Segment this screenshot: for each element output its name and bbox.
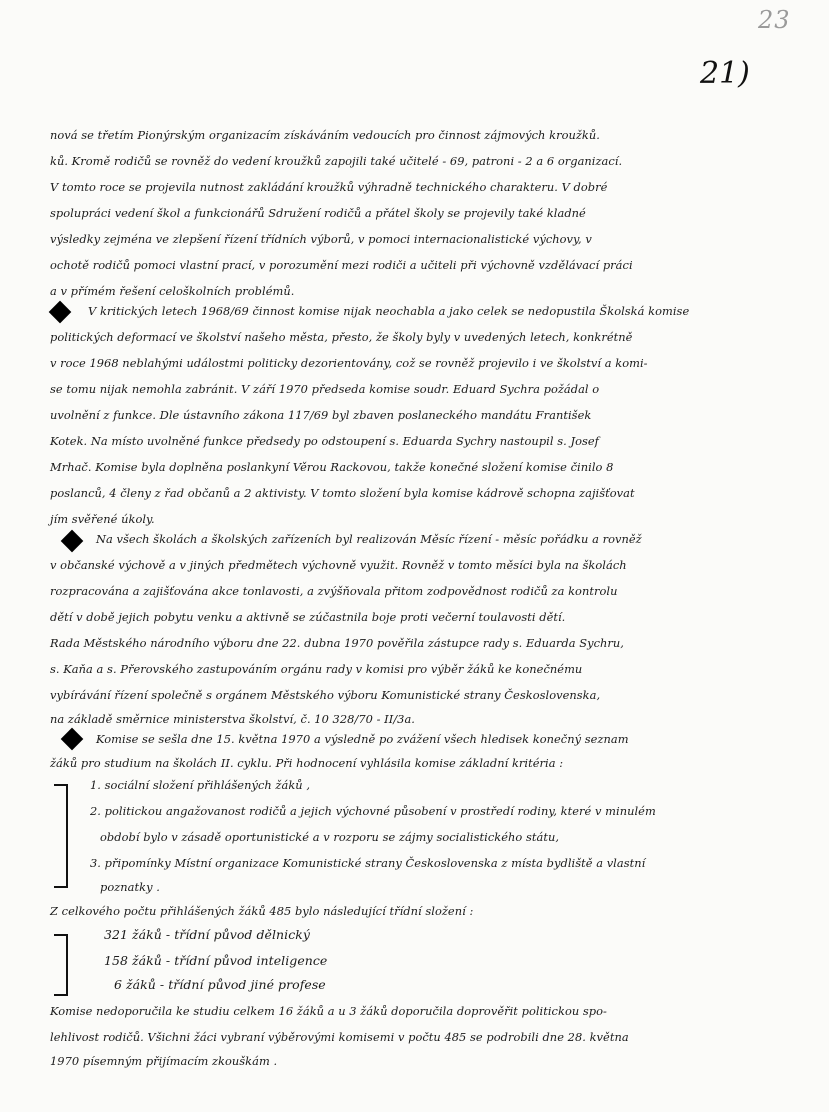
criteria-item: 1. sociální složení přihlášených žáků , <box>90 778 311 792</box>
text-line: Rada Městského národního výboru dne 22. dubna 1970 pověřila zástupce rady s. Eduarda Sychru, <box>50 636 624 650</box>
text-line: v roce 1968 neblahými událostmi politicky dezorientovány, což se rovněž projevilo i ve školství a komi- <box>50 356 648 370</box>
text-line: dětí v době jejich pobytu venku a aktivně se zúčastnila boje proti večerní toulavosti dětí. <box>50 610 566 624</box>
text-line: se tomu nijak nemohla zabránit. V září 1970 předseda komise soudr. Eduard Sychra požádal o <box>50 382 600 396</box>
criteria-item: poznatky . <box>100 880 160 894</box>
text-line: nová se třetím Pionýrským organizacím získáváním vedoucích pro činnost zájmových kroužků. <box>50 128 600 142</box>
bullet-diamond-icon <box>61 728 84 751</box>
text-line: uvolnění z funkce. Dle ústavního zákona 117/69 byl zbaven poslaneckého mandátu František <box>50 408 592 422</box>
text-line: na základě směrnice ministerstva školství, č. 10 328/70 - II/3a. <box>50 712 415 726</box>
criteria-item: 2. politickou angažovanost rodičů a jejich výchovné působení v prostředí rodiny, které v minulém <box>90 804 656 818</box>
text-line: žáků pro studium na školách II. cyklu. Při hodnocení vyhlásila komise základní kritéria : <box>50 756 564 770</box>
criteria-item: 3. připomínky Místní organizace Komunistické strany Československa z místa bydliště a vlastní <box>90 856 646 870</box>
text-line: ků. Kromě rodičů se rovněž do vedení kroužků zapojili také učitelé - 69, patroni - 2 a 6 organizací. <box>50 154 623 168</box>
text-line: Kotek. Na místo uvolněné funkce předsedy po odstoupení s. Eduarda Sychry nastoupil s. Josef <box>50 434 599 448</box>
text-line: lehlivost rodičů. Všichni žáci vybraní výběrovými komisemi v počtu 485 se podrobili dne 28. května <box>50 1030 629 1044</box>
text-line: Komise nedoporučila ke studiu celkem 16 žáků a u 3 žáků doporučila doprověřit politickou spo- <box>50 1004 607 1018</box>
text-line: Na všech školách a školských zařízeních byl realizován Měsíc řízení - měsíc pořádku a rovněž <box>96 532 642 546</box>
text-line: vybírávání řízení společně s orgánem Městského výboru Komunistické strany Československa, <box>50 688 601 702</box>
text-line: ochotě rodičů pomoci vlastní prací, v porozumění mezi rodiči a učiteli při výchovně vzdělávací práci <box>50 258 633 272</box>
text-line: poslanců, 4 členy z řad občanů a 2 aktivisty. V tomto složení byla komise kádrově schopna zajišťovat <box>50 486 635 500</box>
text-line: 1970 písemným přijímacím zkouškám . <box>50 1054 278 1068</box>
class-origin-item: 321 žáků - třídní původ dělnický <box>104 927 310 942</box>
archive-page-number: 23 <box>758 6 791 34</box>
text-line: s. Kaňa a s. Přerovského zastupováním orgánu rady v komisi pro výběr žáků ke konečnému <box>50 662 583 676</box>
text-line: V kritických letech 1968/69 činnost komise nijak neochabla a jako celek se nedopustila Školská komise <box>88 304 690 318</box>
text-line: v občanské výchově a v jiných předmětech výchovně využit. Rovněž v tomto měsíci byla na školách <box>50 558 627 572</box>
class-origin-item: 6 žáků - třídní původ jiné profese <box>114 977 326 992</box>
text-line: a v přímém řešení celoškolních problémů. <box>50 284 295 298</box>
text-line: rozpracována a zajišťována akce tonlavosti, a zvýšňovala přitom zodpovědnost rodičů za kontrolu <box>50 584 618 598</box>
class-origin-bracket <box>54 934 68 996</box>
text-line: V tomto roce se projevila nutnost zakládání kroužků výhradně technického charakteru. V dobré <box>50 180 608 194</box>
criteria-item: období bylo v zásadě oportunistické a v rozporu se zájmy socialistického státu, <box>100 830 560 844</box>
document-page-number: 21) <box>700 56 750 91</box>
text-line: spolupráci vedení škol a funkcionářů Sdružení rodičů a přátel školy se projevily také kladné <box>50 206 586 220</box>
text-line: jím svěřené úkoly. <box>50 512 155 526</box>
bullet-diamond-icon <box>61 530 84 553</box>
text-line: výsledky zejména ve zlepšení řízení třídních výborů, v pomoci internacionalistické výchovy, v <box>50 232 592 246</box>
text-line: Z celkového počtu přihlášených žáků 485 bylo následující třídní složení : <box>50 904 474 918</box>
text-line: Mrhač. Komise byla doplněna poslankyní Věrou Rackovou, takže konečné složení komise činilo 8 <box>50 460 614 474</box>
bullet-diamond-icon <box>49 301 72 324</box>
text-line: politických deformací ve školství našeho města, přesto, že školy byly v uvedených letech, konkrétně <box>50 330 633 344</box>
text-line: Komise se sešla dne 15. května 1970 a výsledně po zvážení všech hledisek konečný seznam <box>96 732 629 746</box>
criteria-bracket <box>54 784 68 888</box>
class-origin-item: 158 žáků - třídní původ inteligence <box>104 953 328 968</box>
